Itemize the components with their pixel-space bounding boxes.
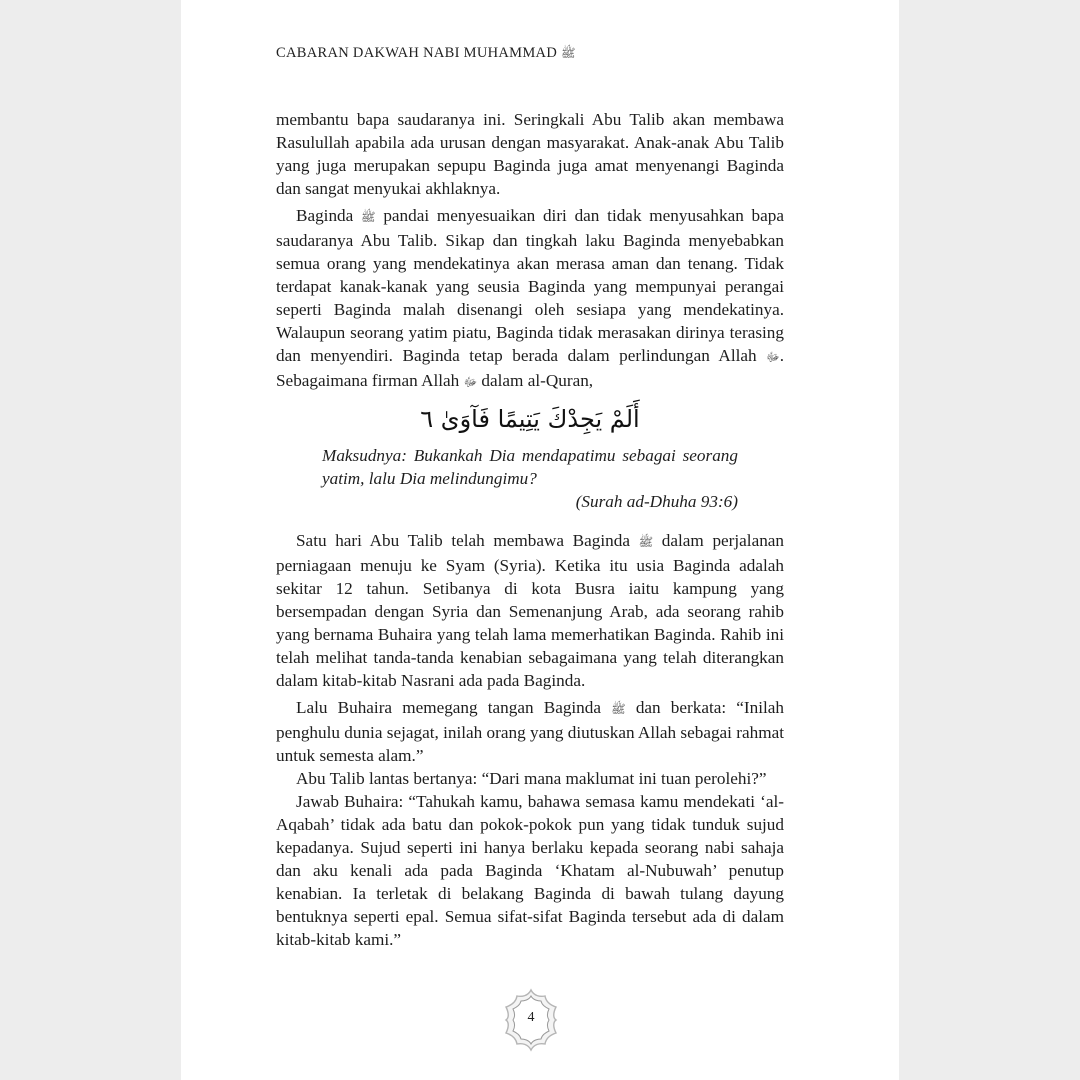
- allah-honorific-glyph: ﷻ: [766, 350, 780, 364]
- paragraph-3: [276, 529, 784, 692]
- paragraph-2: [276, 204, 784, 394]
- verse-translation: Maksudnya: Bukankah Dia mendapatimu sebagai seorang yatim, lalu Dia melindungimu?: [322, 446, 738, 488]
- paragraph-5: Abu Talib lantas bertanya: “Dari mana maklumat ini tuan perolehi?”: [296, 769, 767, 788]
- running-title: CABARAN DAKWAH NABI MUHAMMAD: [276, 45, 558, 61]
- paragraph-4-part-a: Lalu Buhaira memegang tangan Baginda: [296, 698, 602, 717]
- body-text: [276, 108, 784, 951]
- quran-verse-arabic: أَلَمْ يَجِدْكَ يَتِيمًا فَآوَىٰ ٦: [420, 405, 640, 433]
- paragraph-4-part-b: dan berkata: “Inilah penghulu dunia sejagat, inilah orang yang diutuskan Allah sebagai rahmat untuk semesta alam.”: [276, 698, 785, 765]
- paragraph-2-part-a: Baginda: [296, 206, 354, 225]
- honorific-glyph: ﷺ: [611, 702, 626, 716]
- paragraph-2-part-c: . Sebagaimana firman Allah: [276, 346, 784, 390]
- honorific-glyph: ﷺ: [361, 210, 376, 224]
- honorific-glyph: ﷺ: [561, 46, 576, 60]
- paragraph-1: membantu bapa saudaranya ini. Seringkali Abu Talib akan membawa Rasulullah apabila ada urusan dengan masyarakat. Anak-anak Abu Talib yang juga merupakan sepupu Baginda juga amat menyenangi Baginda dan sangat menyukai akhlaknya.: [276, 110, 784, 198]
- page-number-ornament: [503, 988, 559, 1052]
- paragraph-3-part-b: dalam perjalanan perniagaan menuju ke Syam (Syria). Ketika itu usia Baginda adalah sekitar 12 tahun. Setibanya di kota Busra iaitu kampung yang bersempadan dengan Syria dan Semenanjung Arab, ada seorang rahib yang bernama Buhaira yang telah lama memerhatikan Baginda. Rahib ini telah melihat tanda-tanda kenabian sebagaimana yang telah diterangkan dalam kitab-kitab Nasrani ada pada Baginda.: [276, 531, 785, 690]
- paragraph-6: Jawab Buhaira: “Tahukah kamu, bahawa semasa kamu mendekati ‘al-Aqabah’ tidak ada batu dan pokok-pokok pun yang tidak tunduk sujud kepadanya. Sujud seperti ini hanya berlaku kepada seorang nabi sahaja dan aku kenali ada pada Baginda ‘Khatam al-Nubuwah’ penutup kenabian. Ia terletak di belakang Baginda di bawah tulang dayung bentuknya seperti epal. Semua sifat-sifat Baginda tersebut ada di dalam kitab-kitab kami.”: [276, 792, 784, 949]
- running-header: [276, 45, 576, 63]
- verse-translation-block: [322, 444, 738, 513]
- paragraph-3-part-a: Satu hari Abu Talib telah membawa Baginda: [296, 531, 630, 550]
- book-page: [181, 0, 899, 1080]
- verse-reference: (Surah ad-Dhuha 93:6): [575, 492, 738, 511]
- allah-honorific-glyph: ﷻ: [463, 375, 478, 389]
- paragraph-4: [276, 696, 784, 767]
- honorific-glyph: ﷺ: [638, 535, 654, 549]
- page-number: 4: [527, 1010, 535, 1025]
- paragraph-2-part-d: dalam al-Quran,: [481, 371, 594, 390]
- paragraph-2-part-b: pandai menyesuaikan diri dan tidak menyusahkan bapa saudaranya Abu Talib. Sikap dan tingkah laku Baginda menyebabkan semua orang yang mendekatinya akan merasa aman dan tenang. Tidak terdapat kanak-kanak yang seusia Baginda yang mempunyai perangai seperti Baginda malah disenangi oleh sesiapa yang mendekatinya. Walaupun seorang yatim piatu, Baginda tidak merasakan dirinya terasing dan menyendiri. Baginda tetap berada dalam perlindungan Allah: [276, 206, 785, 365]
